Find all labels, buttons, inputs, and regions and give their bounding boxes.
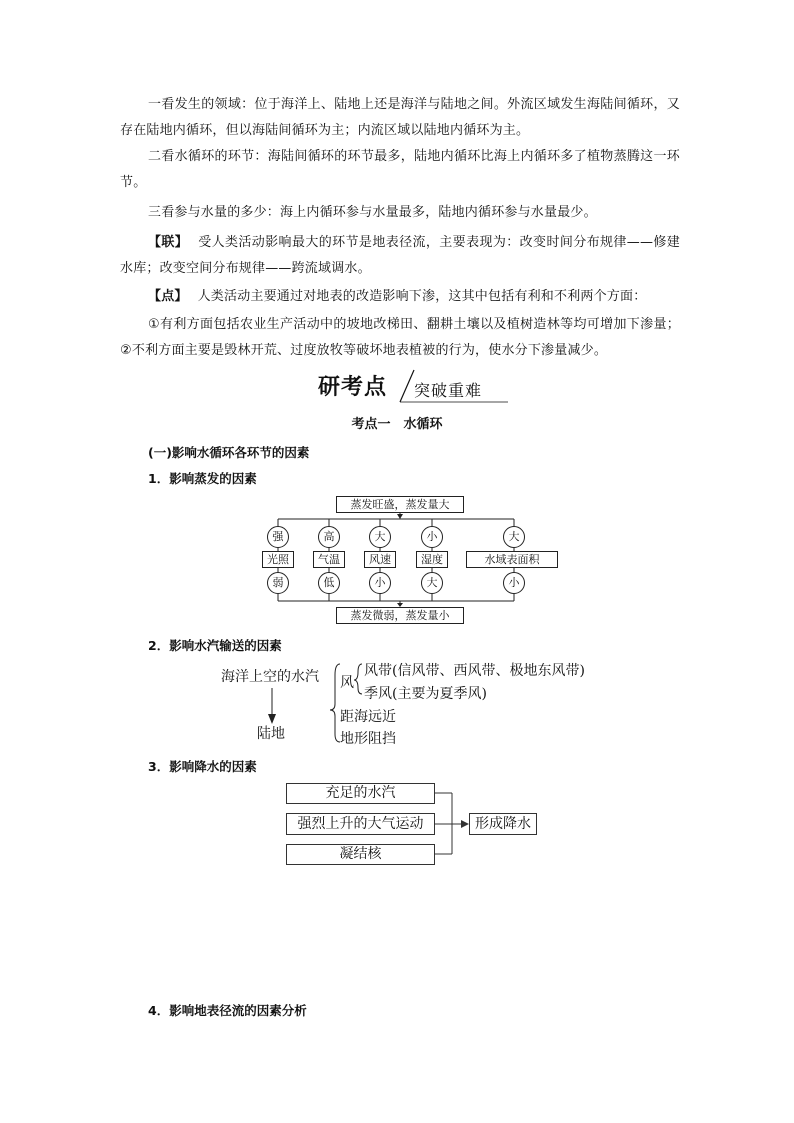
precip-condition-uplift: 强烈上升的大气运动 (286, 813, 435, 835)
subsection-title: (一)影响水循环各环节的因素 (148, 445, 310, 460)
label-dian: 【点】 (148, 289, 188, 304)
text-lian: 受人类活动影响最大的环节是地表径流，主要表现为：改变时间分布规律——修建水库；改变空间分布规律——跨流域调水。 (120, 235, 680, 276)
vapor-source-text: 海洋上空的水汽 (221, 669, 319, 685)
paragraph-infiltration: ①有利方面包括农业生产活动中的坡地改梯田、翻耕土壤以及植树造林等均可增加下渗量；②不利方面主要是毁林开荒、过度放牧等破坏地表植被的行为，使水分下渗量减少。 (120, 317, 680, 358)
heading-vapor-transport: 2．影响水汽输送的因素 (148, 638, 282, 653)
text-dian: 人类活动主要通过对地表的改造影响下渗，这其中包括有利和不利两个方面： (197, 289, 647, 304)
factor-humidity-label: 湿度 (416, 551, 448, 568)
heading-precipitation: 3．影响降水的因素 (148, 759, 257, 774)
paragraph-volume: 三看参与水量的多少：海上内循环参与水量最多，陆地内循环参与水量最少。 (148, 205, 597, 220)
banner-main-text: 研考点 (318, 375, 388, 400)
factor-wind-low-circle: 小 (369, 572, 391, 594)
vapor-target-text: 陆地 (257, 726, 285, 742)
factor-temperature-low-circle: 低 (318, 572, 340, 594)
factor-sunlight-label: 光照 (262, 551, 294, 568)
precip-condition-vapor: 充足的水汽 (286, 783, 435, 804)
factor-sunlight-strong-circle: 强 (267, 526, 289, 548)
evaporation-weak-box: 蒸发微弱，蒸发量小 (336, 607, 464, 624)
factor-wind-label: 风速 (364, 551, 396, 568)
banner-sub-text: 突破重难 (414, 381, 483, 400)
paragraph-links: 二看水循环的环节：海陆间循环的环节最多，陆地内循环比海上内循环多了植物蒸腾这一环节。 (120, 149, 680, 190)
vapor-distance-text: 距海远近 (340, 709, 396, 725)
label-lian: 【联】 (148, 235, 189, 250)
factor-temperature-label: 气温 (313, 551, 345, 568)
factor-water-area-small-circle: 小 (503, 572, 525, 594)
vapor-wind-text: 风 (340, 675, 354, 691)
precip-condition-nuclei: 凝结核 (286, 844, 435, 865)
vapor-monsoon-text: 季风(主要为夏季风) (364, 686, 487, 702)
factor-humidity-low-circle: 小 (421, 526, 443, 548)
vapor-terrain-text: 地形阻挡 (340, 731, 396, 747)
factor-water-area-large-circle: 大 (503, 526, 525, 548)
section-title: 考点一 水循环 (351, 417, 443, 432)
evaporation-strong-box: 蒸发旺盛，蒸发量大 (336, 496, 464, 513)
vapor-wind-belt-text: 风带(信风带、西风带、极地东风带) (364, 663, 585, 679)
heading-runoff: 4．影响地表径流的因素分析 (148, 1003, 307, 1018)
factor-wind-high-circle: 大 (369, 526, 391, 548)
factor-sunlight-weak-circle: 弱 (267, 572, 289, 594)
paragraph-domain: 一看发生的领域：位于海洋上、陆地上还是海洋与陆地之间。外流区域发生海陆间循环，又存在陆地内循环，但以海陆间循环为主；内流区域以陆地内循环为主。 (120, 97, 680, 138)
factor-water-area-label: 水域表面积 (466, 551, 558, 568)
heading-evaporation: 1．影响蒸发的因素 (148, 471, 257, 486)
precip-result-box: 形成降水 (469, 813, 537, 835)
factor-humidity-high-circle: 大 (421, 572, 443, 594)
factor-temperature-high-circle: 高 (318, 526, 340, 548)
